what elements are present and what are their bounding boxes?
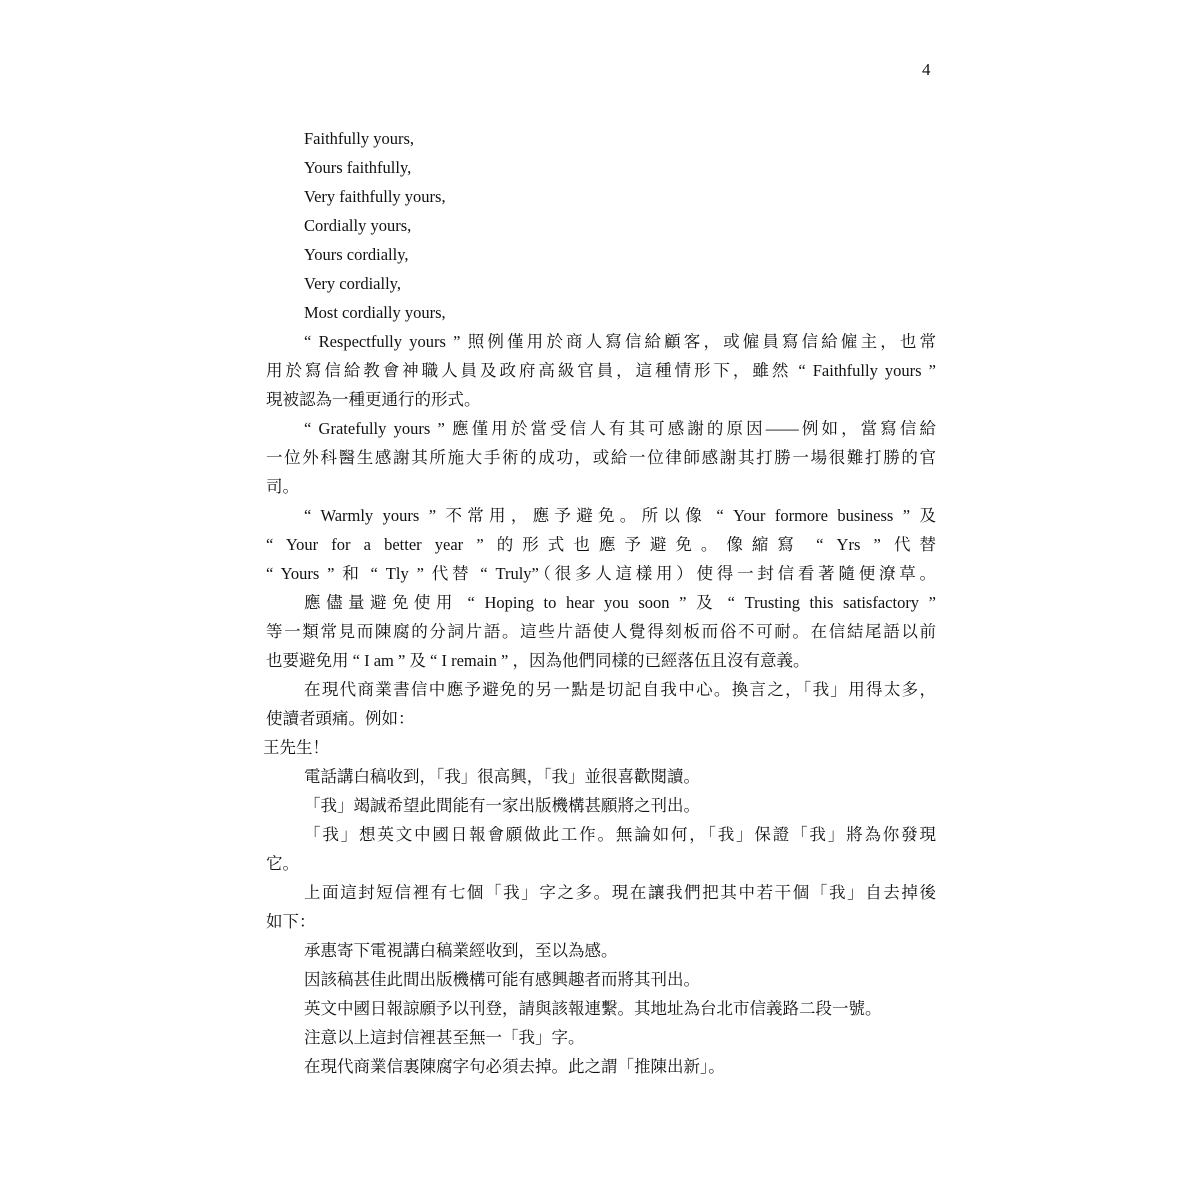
- text-line: 在現代商業信裏陳腐字句必須去掉。此之謂「推陳出新」。: [304, 1057, 725, 1076]
- text-line: 「我」想英文中國日報會願做此工作。無論如何，「我」保證「我」將為你發現: [304, 825, 936, 844]
- text-line: Yours faithfully,: [304, 158, 412, 177]
- body-text: [263, 124, 936, 1081]
- text-line: Most cordially yours,: [304, 303, 446, 322]
- page-number: 4: [922, 60, 931, 79]
- text-line: 也要避免用 “ I am ” 及 “ I remain ” ，因為他們同樣的已經落伍且沒有意義。: [266, 651, 810, 670]
- text-line: 一位外科醫生感謝其所施大手術的成功，或給一位律師感謝其打勝一場很難打勝的官: [266, 448, 936, 467]
- text-line: “ Respectfully yours ” 照例僅用於商人寫信給顧客，或僱員寫信給僱主，也常: [304, 332, 936, 351]
- text-line: Yours cordially,: [304, 245, 409, 264]
- text-line: Very faithfully yours,: [304, 187, 446, 206]
- text-line: 現被認為一種更通行的形式。: [266, 390, 481, 409]
- text-line: 上面這封短信裡有七個「我」字之多。現在讓我們把其中若干個「我」自去掉後: [304, 883, 936, 902]
- text-line: 注意以上這封信裡甚至無一「我」字。: [304, 1028, 585, 1047]
- text-line: 「我」竭誠希望此間能有一家出版機構甚願將之刊出。: [304, 796, 700, 815]
- text-line: 用於寫信給教會神職人員及政府高級官員，這種情形下，雖然 “ Faithfully yours ”: [266, 361, 936, 380]
- text-line: Cordially yours,: [304, 216, 412, 235]
- text-line: “ Yours ” 和 “ Tly ” 代替 “ Truly”（很多人這樣用）使得一封信看著隨便潦草。: [266, 564, 936, 583]
- text-line: “ Warmly yours ” 不常用，應予避免。所以像 “ Your formore business ” 及: [304, 506, 936, 525]
- text-line: 承惠寄下電視講白稿業經收到，至以為感。: [304, 941, 618, 960]
- text-line: 使讀者頭痛。例如：: [266, 709, 415, 728]
- text-line: 因該稿甚佳此間出版機構可能有感興趣者而將其刊出。: [304, 970, 700, 989]
- text-line: 英文中國日報諒願予以刊登，請與該報連繫。其地址為台北市信義路二段一號。: [304, 999, 882, 1018]
- text-line: 司。: [266, 477, 299, 496]
- text-line: “ Your for a better year ” 的形式也應予避免。像縮寫 “ Yrs ” 代替: [266, 535, 936, 554]
- text-line: 電話講白稿收到，「我」很高興，「我」並很喜歡閱讀。: [304, 767, 700, 786]
- text-line: “ Gratefully yours ” 應僅用於當受信人有其可感謝的原因——例如，當寫信給: [304, 419, 936, 438]
- text-line: 它。: [266, 854, 299, 873]
- text-line: 等一類常見而陳腐的分詞片語。這些片語使人覺得刻板而俗不可耐。在信結尾語以前: [266, 622, 936, 641]
- text-line: 如下：: [266, 912, 316, 931]
- text-line: 應儘量避免使用 “ Hoping to hear you soon ” 及 “ Trusting this satisfactory ”: [304, 593, 936, 612]
- text-line: 王先生！: [263, 738, 329, 757]
- text-line: Faithfully yours,: [304, 129, 414, 148]
- text-line: Very cordially,: [304, 274, 401, 293]
- text-line: 在現代商業書信中應予避免的另一點是切記自我中心。換言之，「我」用得太多，: [304, 680, 936, 699]
